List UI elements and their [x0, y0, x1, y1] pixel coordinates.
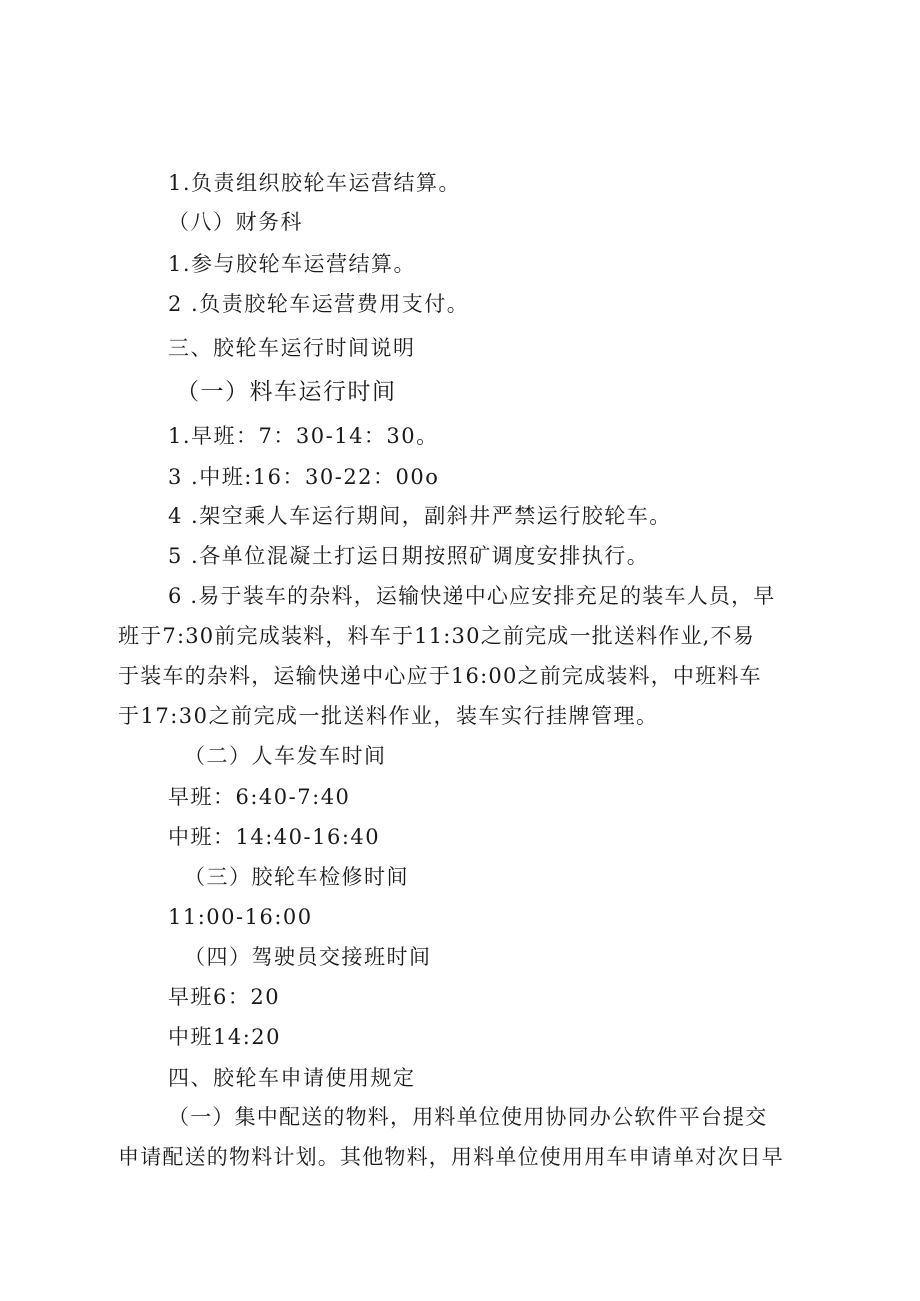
section-heading: 三、胶轮车运行时间说明	[168, 336, 416, 360]
text-line: 中班：14:40-16:40	[168, 825, 381, 849]
section-heading: （一）料车运行时间	[176, 379, 397, 405]
text-line: 11:00-16:00	[168, 905, 313, 929]
text-line: 4 .架空乘人车运行期间，副斜井严禁运行胶轮车。	[168, 504, 672, 528]
paragraph-line: （一）集中配送的物料，用料单位使用协同办公软件平台提交	[168, 1105, 768, 1129]
section-heading: 四、胶轮车申请使用规定	[168, 1066, 416, 1090]
text-line: 早班：6:40-7:40	[168, 785, 351, 809]
section-heading: （八）财务科	[168, 210, 303, 234]
text-line: 1.早班：7：30-14：30。	[168, 424, 439, 448]
section-heading: （四）驾驶员交接班时间	[184, 945, 432, 969]
text-line: 1.负责组织胶轮车运营结算。	[168, 171, 462, 195]
text-line: 中班14:20	[168, 1025, 282, 1049]
paragraph-line: 于装车的杂料，运输快递中心应于16:00之前完成装料，中班料车	[118, 664, 762, 688]
text-line: 5 .各单位混凝土打运日期按照矿调度安排执行。	[168, 544, 650, 568]
section-heading: （三）胶轮车检修时间	[184, 865, 409, 889]
paragraph-line: 班于7:30前完成装料，料车于11:30之前完成一批送料作业,不易	[118, 624, 755, 648]
paragraph-line: 申请配送的物料计划。其他物料，用料单位使用用车申请单对次日早	[118, 1145, 784, 1169]
paragraph-line: 于17:30之前完成一批送料作业，装车实行挂牌管理。	[118, 704, 659, 728]
text-line: 2 .负责胶轮车运营费用支付。	[168, 292, 470, 316]
text-line: 早班6：20	[168, 985, 281, 1009]
text-line: 1.参与胶轮车运营结算。	[168, 252, 417, 276]
section-heading: （二）人车发车时间	[184, 744, 387, 768]
paragraph-line: 6 .易于装车的杂料，运输快递中心应安排充足的装车人员，早	[168, 584, 776, 608]
text-line: 3 .中班:16：30-22：00o	[168, 465, 440, 489]
